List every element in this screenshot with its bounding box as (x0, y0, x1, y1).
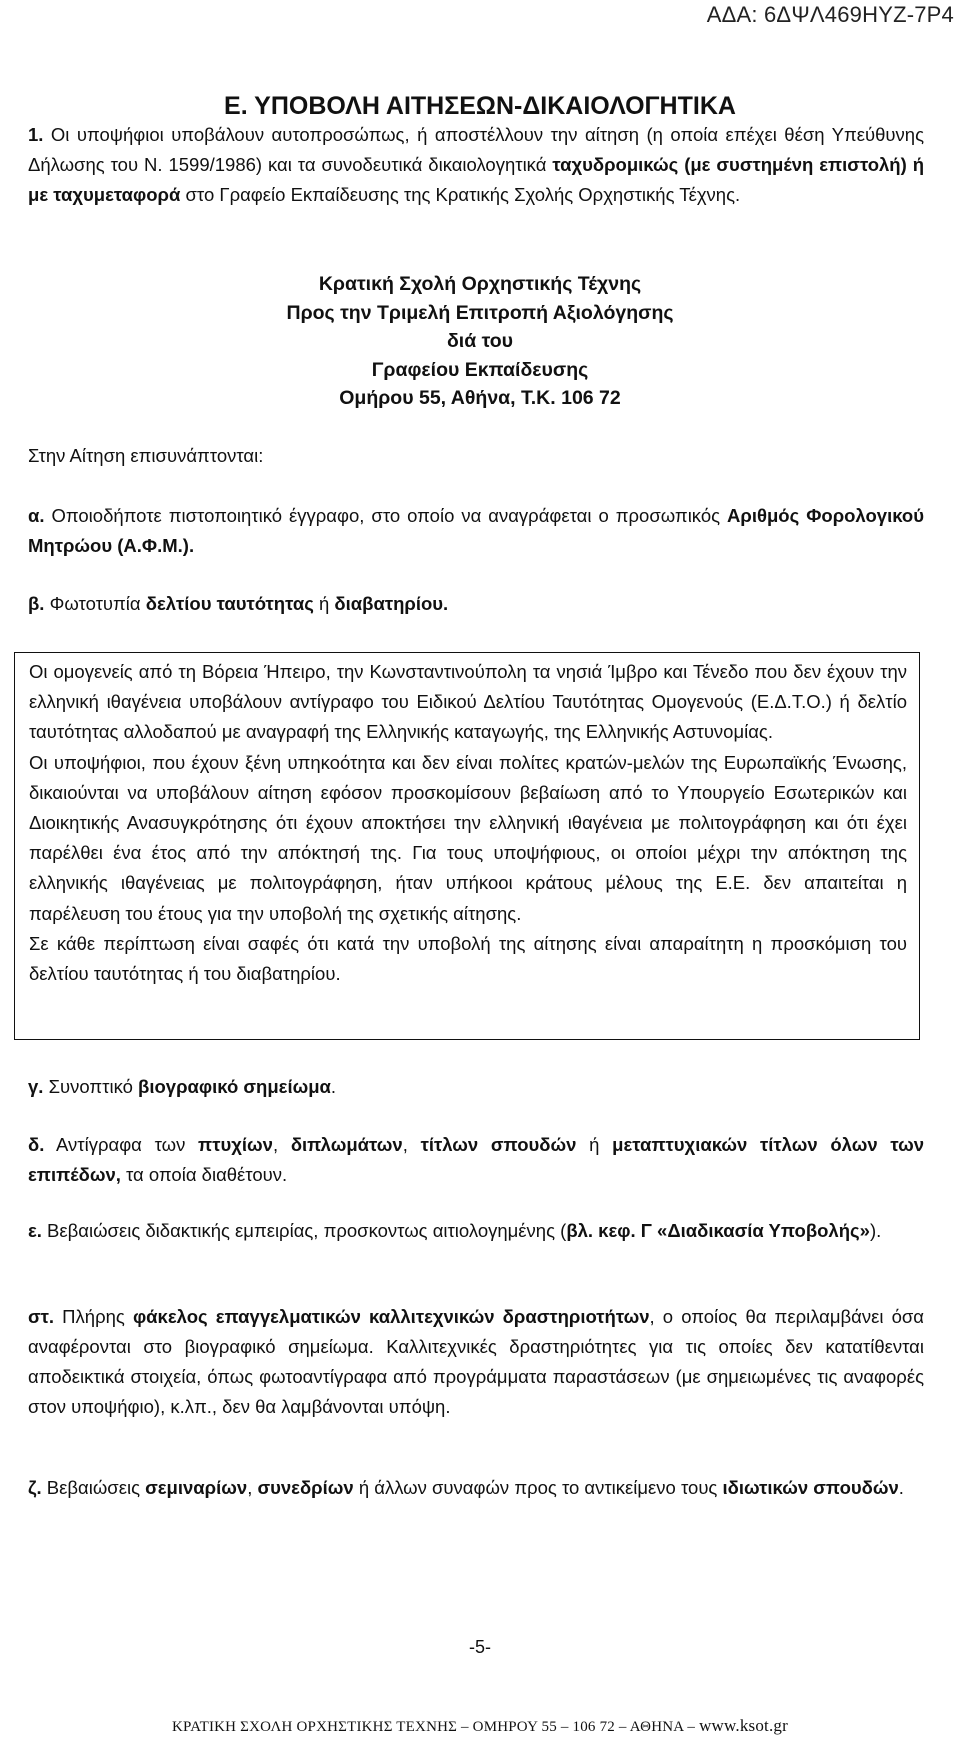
item-c (28, 1072, 924, 1102)
item-emphasis: μεταπτυχιακών τίτλων όλων των επιπέδων, (28, 1134, 925, 1185)
item-text: ή (576, 1134, 613, 1155)
address-line: διά του (446, 330, 514, 352)
item-text: Πλήρης (54, 1306, 133, 1327)
item-text: , (247, 1477, 258, 1498)
item-emphasis: διαβατηρίου. (334, 593, 449, 614)
recipient-address (0, 270, 960, 413)
intro-text-end: στο Γραφείο Εκπαίδευσης της Κρατικής Σχολής Ορχηστικής Τέχνης. (180, 184, 741, 205)
item-label: ε. (28, 1220, 42, 1241)
intro-emphasis: ταχυδρομικώς (με συστημένη επιστολή) ή με ταχυμεταφορά (28, 154, 924, 205)
intro-text: Οι υποψήφιοι υποβάλουν αυτοπροσώπως, ή αποστέλλουν την αίτηση (η οποία επέχει θέση Υπεύθυνης Δήλωσης του Ν. 1599/1986) και τα συνοδευτικά δικαιολογητικά (28, 124, 924, 175)
item-emphasis: σεμιναρίων (145, 1477, 248, 1498)
item-text: Βεβαιώσεις (41, 1477, 146, 1498)
footer-text: ΚΡΑΤΙΚΗ ΣΧΟΛΗ ΟΡΧΗΣΤΙΚΗΣ ΤΕΧΝΗΣ – ΟΜΗΡΟΥ 55 – 106 72 – ΑΘΗΝΑ – (172, 1719, 700, 1735)
note-paragraph: Σε κάθε περίπτωση είναι σαφές ότι κατά την υποβολή της αίτησης είναι απαραίτητη η προσκόμιση του δελτίου ταυτότητας ή του διαβατηρίου. (29, 932, 907, 985)
item-label: ζ. (28, 1477, 42, 1498)
item-emphasis: βιογραφικό σημείωμα (138, 1076, 331, 1097)
item-a (28, 501, 924, 561)
attachments-heading: Στην Αίτηση επισυνάπτονται: (28, 445, 264, 466)
item-label: γ. (28, 1076, 44, 1097)
address-line: Γραφείου Εκπαίδευσης (371, 358, 589, 381)
item-emphasis: πτυχίων (198, 1134, 273, 1155)
item-emphasis: τίτλων σπουδών (420, 1134, 577, 1155)
item-emphasis: βλ. κεφ. Γ «Διαδικασία Υποβολής» (566, 1220, 870, 1241)
item-text: Αντίγραφα των (44, 1134, 199, 1155)
framed-note (14, 652, 920, 1040)
item-text: . (898, 1477, 904, 1498)
item-emphasis: ιδιωτικών σπουδών (722, 1477, 899, 1498)
item-z (28, 1473, 924, 1503)
item-label: στ. (28, 1306, 55, 1327)
item-text: , (402, 1134, 421, 1155)
item-text: , ο οποίος θα περιλαμβάνει όσα αναφέρονται στο βιογραφικό σημείωμα. Καλλιτεχνικές δραστηριότητες για τις οποίες δεν κατατίθενται αποδεικτικά στοιχεία, όπως φωτοαντίγραφα από προγράμματα παραστάσεων (με σημειωμένες τις αναφορές στον υποψήφιο), κ.λπ., δεν θα λαμβάνονται υπόψη. (28, 1306, 924, 1417)
item-text: Φωτοτυπία (44, 593, 146, 614)
item-st (28, 1302, 924, 1422)
page-number: -5- (469, 1637, 491, 1657)
intro-paragraph (28, 120, 924, 210)
item-text: , (272, 1134, 291, 1155)
item-text: Βεβαιώσεις διδακτικής εμπειρίας, προσκοντως αιτιολογημένης ( (41, 1220, 567, 1241)
ada-code: ΑΔΑ: 6ΔΨΛ469ΗΥΖ-7Ρ4 (706, 2, 954, 27)
item-d (28, 1130, 924, 1190)
item-text: ). (869, 1220, 882, 1241)
footer-url: www.ksot.gr (699, 1716, 788, 1735)
address-line: Προς την Τριμελή Επιτροπή Αξιολόγησης (286, 301, 674, 324)
address-line: Κρατική Σχολή Ορχηστικής Τέχνης (318, 273, 642, 295)
item-text: τα οποία διαθέτουν. (120, 1164, 288, 1185)
item-label: δ. (28, 1134, 45, 1155)
address-line: Ομήρου 55, Αθήνα, Τ.Κ. 106 72 (339, 387, 621, 409)
item-emphasis: Αριθμός Φορολογικού Μητρώου (Α.Φ.Μ.). (28, 505, 924, 556)
item-label: β. (28, 593, 45, 614)
page-footer (0, 1716, 960, 1736)
note-paragraph: Οι υποψήφιοι, που έχουν ξένη υπηκοότητα και δεν είναι πολίτες κρατών-μελών της Ευρωπαϊκής Ένωσης, δικαιούνται να υποβάλουν αίτηση εφόσον προσκομίσουν βεβαίωση από το Υπουργείο Εσωτερικών και Διοικητικής Ανασυγκρότησης ότι έχουν αποκτήσει την ελληνική ιθαγένεια με πολιτογράφηση και ότι έχει παρέλθει ένα έτος από την απόκτησή της. Για τους υποψήφιους, οι οποίοι μέχρι την απόκτηση της ελληνικής ιθαγένειας με πολιτογράφηση, ήταν υπήκοοι κράτους μέλους της Ε.Ε. δεν απαιτείται η παρέλευση του έτους για την υποβολή της σχετικής αίτησης. (29, 751, 907, 924)
item-text: Συνοπτικό (43, 1076, 139, 1097)
item-text: . (330, 1076, 337, 1097)
item-text: ή (313, 593, 335, 614)
item-label: α. (28, 505, 45, 526)
intro-number: 1. (28, 124, 44, 145)
item-emphasis: διπλωμάτων (290, 1134, 403, 1155)
section-title: Ε. ΥΠΟΒΟΛΗ ΑΙΤΗΣΕΩΝ-ΔΙΚΑΙΟΛΟΓΗΤΙΚΑ (224, 92, 736, 120)
item-emphasis: συνεδρίων (257, 1477, 354, 1498)
item-text: ή άλλων συναφών προς το αντικείμενο τους (353, 1477, 723, 1498)
item-text: Οποιοδήποτε πιστοποιητικό έγγραφο, στο οποίο να αναγράφεται ο προσωπικός (44, 505, 728, 526)
item-emphasis: φάκελος επαγγελματικών καλλιτεχνικών δραστηριοτήτων (132, 1306, 650, 1327)
item-emphasis: δελτίου ταυτότητας (145, 593, 314, 614)
note-paragraph: Οι ομογενείς από τη Βόρεια Ήπειρο, την Κωνσταντινούπολη τα νησιά Ίμβρο και Τένεδο που δεν έχουν την ελληνική ιθαγένεια υποβάλουν αντίγραφο του Ειδικού Δελτίου Ταυτότητας Ομογενούς (Ε.Δ.Τ.Ο.) ή δελτίο ταυτότητας αλλοδαπού με αναγραφή της Ελληνικής καταγωγής, της Ελληνικής Αστυνομίας. (29, 661, 907, 743)
item-e (28, 1216, 924, 1246)
item-b (28, 589, 924, 619)
